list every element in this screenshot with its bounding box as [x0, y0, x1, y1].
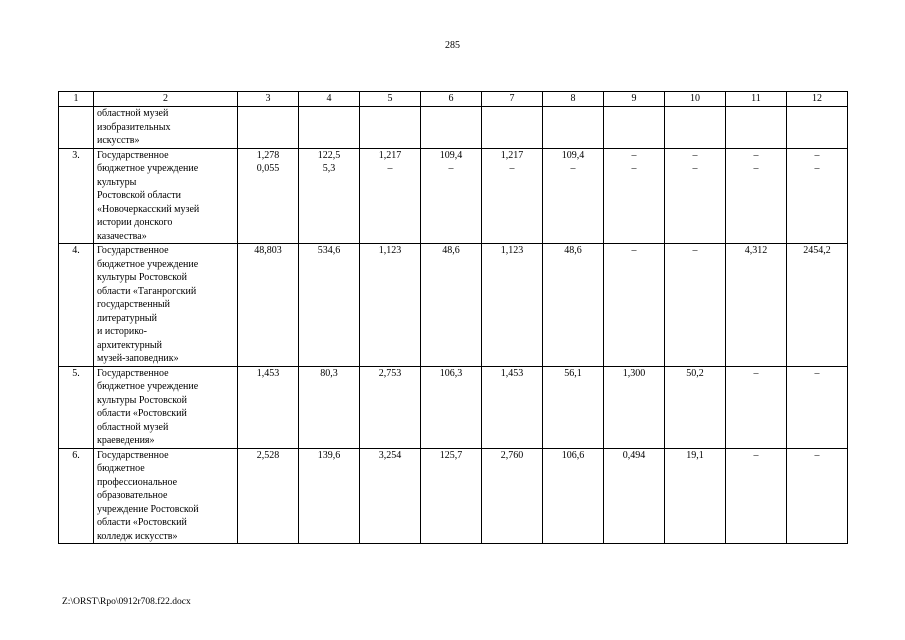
value: – [814, 163, 820, 174]
value-cell [726, 244, 787, 367]
institution-name-line: государственный [97, 299, 170, 310]
value: 1,453 [500, 367, 524, 379]
value-cell [360, 366, 421, 448]
value: – [753, 367, 759, 379]
value: 1,123 [378, 245, 402, 256]
value: – [509, 163, 515, 174]
value-cell [299, 448, 360, 544]
value-cell [360, 148, 421, 244]
value: 50,2 [686, 367, 704, 379]
institution-name-line: литературный [97, 312, 157, 324]
value: 0,494 [622, 449, 646, 461]
value-cell [360, 107, 421, 149]
value-cell [543, 448, 604, 544]
header-row [59, 92, 848, 107]
value-cell [604, 148, 665, 244]
value: 122,5 [317, 149, 341, 161]
value-cell [421, 148, 482, 244]
institution-name-line: области «Ростовский [97, 408, 187, 419]
column-header: 3 [238, 92, 299, 107]
value-cell [482, 107, 543, 149]
value-cell [726, 448, 787, 544]
institution-name [94, 366, 238, 448]
institution-name-line: образовательное [97, 490, 168, 501]
institution-name-line: области «Таганрогский [97, 285, 197, 297]
institution-name-line: учреждение Ростовской [97, 503, 199, 515]
value-cell [543, 148, 604, 244]
column-header: 6 [421, 92, 482, 107]
value: 1,123 [500, 245, 524, 256]
institution-name-line: профессиональное [97, 476, 178, 488]
column-header: 4 [299, 92, 360, 107]
value: – [387, 163, 393, 174]
column-header: 5 [360, 92, 421, 107]
column-header: 12 [787, 92, 848, 107]
institution-name-line: культуры Ростовской [97, 394, 187, 406]
column-header: 8 [543, 92, 604, 107]
institution-name-line: бюджетное учреждение [97, 381, 199, 392]
institution-name-line: области «Ростовский [97, 517, 187, 528]
value-cell [421, 244, 482, 367]
value: 534,6 [317, 245, 341, 256]
value-cell [238, 107, 299, 149]
value-cell [360, 244, 421, 367]
column-header: 9 [604, 92, 665, 107]
value-cell [421, 366, 482, 448]
value: 2454,2 [803, 245, 831, 256]
value: 2,753 [378, 367, 402, 379]
value-cell [543, 244, 604, 367]
value-cell [604, 244, 665, 367]
value-cell [726, 366, 787, 448]
value-cell [665, 244, 726, 367]
value-cell [482, 148, 543, 244]
row-number [59, 107, 94, 149]
value: 56,1 [564, 367, 582, 379]
file-path-footer: Z:\ORST\Rpo\0912r708.f22.docx [62, 597, 191, 607]
institution-name-line: бюджетное [97, 463, 145, 474]
table-row [59, 366, 848, 448]
value: – [631, 245, 637, 256]
value-cell [238, 148, 299, 244]
institution-name-line: истории донского [97, 217, 173, 228]
institution-name-line: Государственное [97, 245, 169, 256]
value: – [814, 149, 820, 161]
value: 48,6 [442, 245, 460, 256]
value: 80,3 [320, 367, 338, 379]
institution-name-line: краеведения» [97, 435, 155, 446]
value: 139,6 [317, 449, 341, 461]
value: 2,760 [500, 449, 524, 461]
value: – [692, 163, 698, 174]
value-cell [543, 366, 604, 448]
value-cell [299, 366, 360, 448]
value-cell [665, 107, 726, 149]
value: – [753, 163, 759, 174]
value-cell [299, 107, 360, 149]
value: 1,217 [378, 149, 402, 161]
column-header: 11 [726, 92, 787, 107]
value: – [814, 367, 820, 379]
value: – [631, 149, 637, 161]
institution-name-line: культуры Ростовской [97, 272, 187, 283]
table-row [59, 244, 848, 367]
institution-name-line: «Новочеркасский музей [97, 203, 200, 215]
value: – [692, 245, 698, 256]
value: 1,453 [256, 367, 280, 379]
value-cell [238, 366, 299, 448]
institution-name-line: бюджетное учреждение [97, 258, 199, 270]
value-cell [787, 448, 848, 544]
institution-name-line: Ростовской области [97, 190, 181, 201]
column-header: 1 [59, 92, 94, 107]
value: 5,3 [322, 163, 336, 174]
value-cell [787, 148, 848, 244]
value-cell [482, 448, 543, 544]
value: – [570, 163, 576, 174]
institution-name-line: искусств» [97, 135, 140, 146]
institution-name-line: колледж искусств» [97, 530, 178, 542]
data-table [58, 91, 848, 544]
row-number: 6. [59, 448, 94, 544]
value: 109,4 [439, 149, 463, 161]
value-cell [726, 148, 787, 244]
value-cell [665, 148, 726, 244]
value: 2,528 [256, 449, 280, 461]
value-cell [421, 107, 482, 149]
value-cell [482, 366, 543, 448]
value: – [753, 149, 759, 161]
page-number: 285 [445, 40, 460, 51]
value-cell [360, 448, 421, 544]
value: – [692, 149, 698, 161]
row-number: 3. [59, 148, 94, 244]
institution-name-line: архитектурный [97, 339, 162, 351]
value-cell [238, 448, 299, 544]
column-header: 10 [665, 92, 726, 107]
institution-name [94, 244, 238, 367]
column-header: 7 [482, 92, 543, 107]
value: 109,4 [561, 149, 585, 161]
value: – [753, 449, 759, 461]
value: 106,6 [561, 449, 585, 461]
institution-name-line: Государственное [97, 367, 169, 379]
value-cell [604, 448, 665, 544]
value: 3,254 [378, 449, 402, 461]
value: – [631, 163, 637, 174]
value: 0,055 [256, 163, 280, 174]
table-row [59, 148, 848, 244]
value-cell [604, 366, 665, 448]
institution-name-line: Государственное [97, 449, 169, 461]
institution-name [94, 148, 238, 244]
institution-name-line: и историко- [97, 326, 147, 337]
value-cell [299, 148, 360, 244]
value-cell [787, 366, 848, 448]
value: 1,300 [622, 367, 646, 379]
institution-name-line: бюджетное учреждение [97, 163, 199, 174]
value: – [448, 163, 454, 174]
value-cell [787, 244, 848, 367]
value: 1,278 [256, 149, 280, 161]
value: 1,217 [500, 149, 524, 161]
value-cell [238, 244, 299, 367]
institution-name-line: казачества» [97, 230, 147, 242]
value-cell [726, 107, 787, 149]
institution-name-line: культуры [97, 176, 137, 188]
institution-name [94, 448, 238, 544]
value: 4,312 [744, 245, 768, 256]
table-row [59, 448, 848, 544]
value-cell [604, 107, 665, 149]
value: 125,7 [439, 449, 463, 461]
value: – [814, 449, 820, 461]
value-cell [787, 107, 848, 149]
row-number: 5. [59, 366, 94, 448]
value-cell [543, 107, 604, 149]
institution-name-line: изобразительных [97, 121, 171, 133]
institution-name-line: областной музей [97, 108, 169, 119]
value: 48,6 [564, 245, 582, 256]
institution-name-line: Государственное [97, 149, 169, 161]
value: 48,803 [254, 245, 282, 256]
value-cell [482, 244, 543, 367]
row-number: 4. [59, 244, 94, 367]
institution-name-line: областной музей [97, 421, 169, 433]
institution-name-line: музей-заповедник» [97, 353, 179, 364]
value: 106,3 [439, 367, 463, 379]
value-cell [665, 448, 726, 544]
table-row [59, 107, 848, 149]
institution-name [94, 107, 238, 149]
value: 19,1 [686, 449, 704, 461]
value-cell [665, 366, 726, 448]
value-cell [299, 244, 360, 367]
column-header: 2 [94, 92, 238, 107]
value-cell [421, 448, 482, 544]
